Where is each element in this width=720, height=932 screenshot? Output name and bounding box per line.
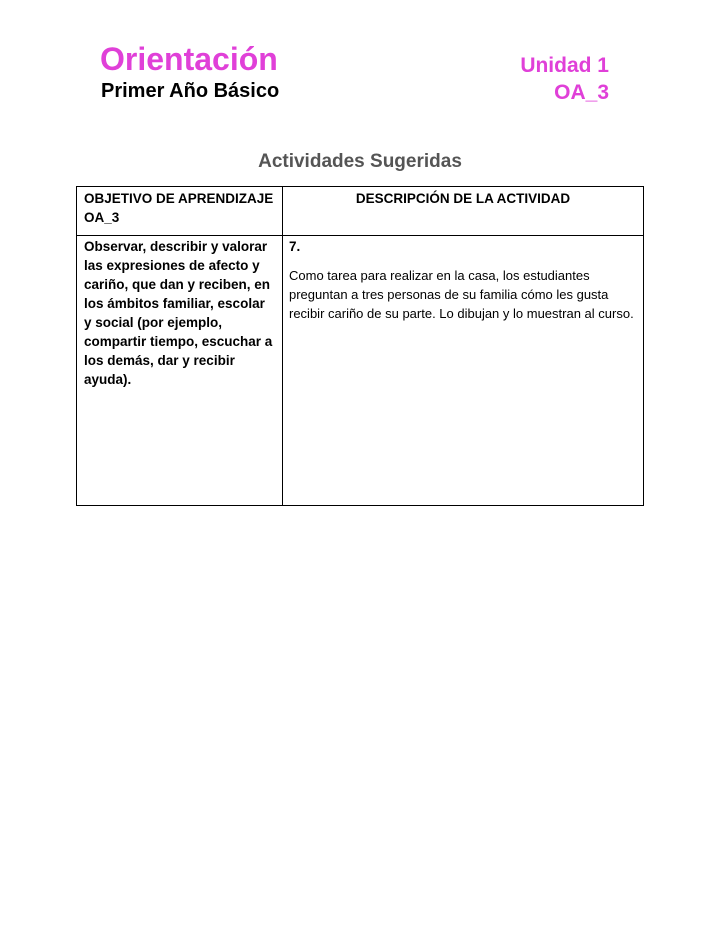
subject-title: Orientación	[100, 41, 278, 77]
objective-cell: Observar, describir y valorar las expresiones de afecto y cariño, que dan y reciben, en los ámbitos familiar, escolar y social (por ejemplo, compartir tiempo, escuchar a los demás, dar y recibir ayuda).	[77, 236, 283, 506]
unit-label: Unidad 1	[520, 54, 609, 77]
activity-number: 7.	[289, 239, 301, 254]
activity-text: Como tarea para realizar en la casa, los estudiantes preguntan a tres personas de su familia cómo les gusta recibir cariño de su parte. Lo dibujan y lo muestran al curso.	[289, 268, 634, 321]
table-header-row	[77, 187, 644, 236]
description-cell	[283, 236, 644, 506]
grade-level: Primer Año Básico	[101, 80, 280, 102]
section-title: Actividades Sugeridas	[258, 151, 462, 172]
objective-header: OBJETIVO DE APRENDIZAJE OA_3	[77, 187, 283, 236]
description-header: DESCRIPCIÓN DE LA ACTIVIDAD	[283, 187, 644, 236]
table-row	[77, 236, 644, 506]
oa-code: OA_3	[554, 81, 609, 104]
activities-table	[76, 186, 644, 506]
